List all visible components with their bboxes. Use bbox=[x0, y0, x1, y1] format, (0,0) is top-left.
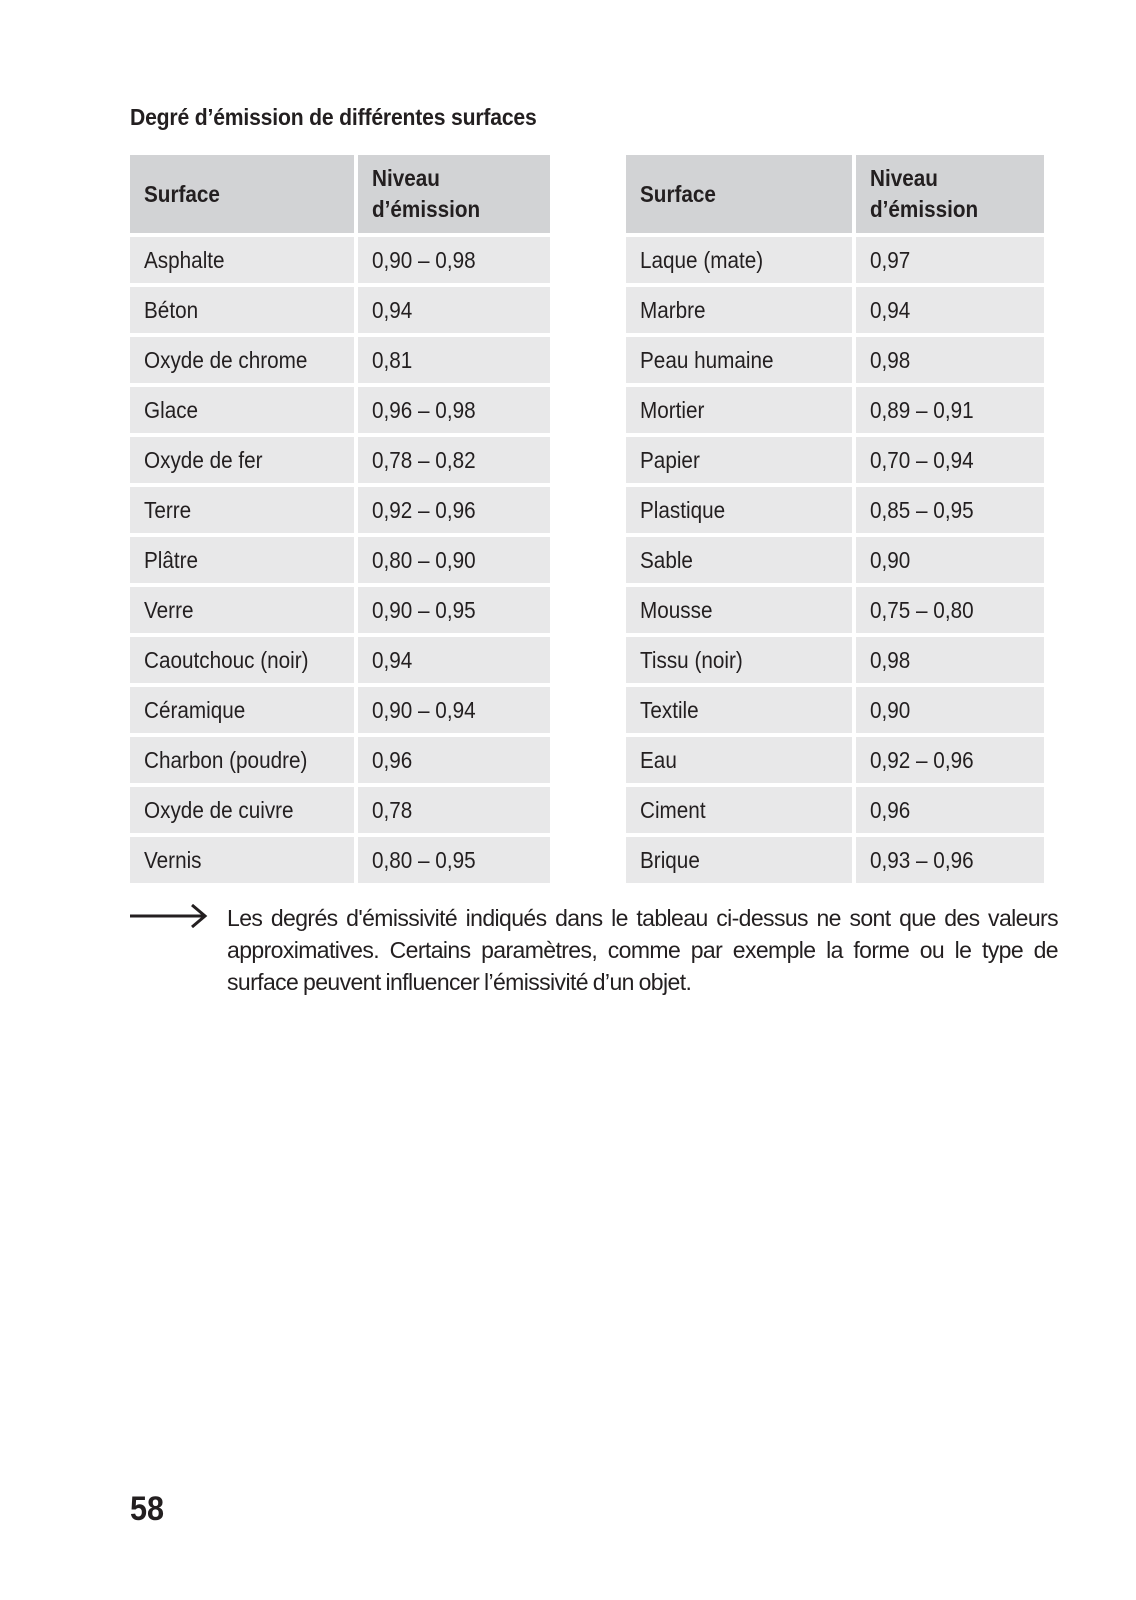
surface-cell: Verre bbox=[130, 587, 354, 633]
surface-cell: Charbon (poudre) bbox=[130, 737, 354, 783]
emission-level-cell: 0,90 – 0,94 bbox=[358, 687, 550, 733]
emission-level-cell: 0,90 – 0,95 bbox=[358, 587, 550, 633]
surface-cell: Papier bbox=[626, 437, 852, 483]
table-row bbox=[626, 637, 1044, 683]
header-emission-level: Niveau d’émission bbox=[856, 155, 1044, 233]
table-row bbox=[130, 287, 550, 333]
emission-level-cell: 0,92 – 0,96 bbox=[358, 487, 550, 533]
page-title: Degré d’émission de différentes surfaces bbox=[130, 104, 537, 130]
surface-cell: Caoutchouc (noir) bbox=[130, 637, 354, 683]
surface-cell: Vernis bbox=[130, 837, 354, 883]
table-row bbox=[626, 787, 1044, 833]
emission-level-cell: 0,90 bbox=[856, 537, 1044, 583]
table-row bbox=[130, 687, 550, 733]
surface-cell: Textile bbox=[626, 687, 852, 733]
surface-cell: Brique bbox=[626, 837, 852, 883]
table-row bbox=[130, 437, 550, 483]
emission-level-cell: 0,96 bbox=[358, 737, 550, 783]
table-row bbox=[130, 787, 550, 833]
surface-cell: Plâtre bbox=[130, 537, 354, 583]
header-surface: Surface bbox=[130, 155, 354, 233]
surface-cell: Tissu (noir) bbox=[626, 637, 852, 683]
surface-cell: Glace bbox=[130, 387, 354, 433]
note-text: Les degrés d'émissivité indiqués dans le tableau ci-dessus ne sont que des valeurs approximatives. Certains paramètres, comme par exemple la forme ou le type de surface peuvent influencer l’émissivité d’un objet. bbox=[227, 905, 1058, 995]
table-row bbox=[626, 437, 1044, 483]
emission-table-right bbox=[622, 151, 1048, 887]
surface-cell: Sable bbox=[626, 537, 852, 583]
surface-cell: Laque (mate) bbox=[626, 237, 852, 283]
header-surface: Surface bbox=[626, 155, 852, 233]
emission-level-cell: 0,96 bbox=[856, 787, 1044, 833]
surface-cell: Béton bbox=[130, 287, 354, 333]
page-number: 58 bbox=[130, 1490, 165, 1528]
surface-cell: Eau bbox=[626, 737, 852, 783]
emission-level-cell: 0,80 – 0,90 bbox=[358, 537, 550, 583]
surface-cell: Oxyde de fer bbox=[130, 437, 354, 483]
table-row bbox=[130, 487, 550, 533]
emission-level-cell: 0,94 bbox=[358, 637, 550, 683]
emission-level-cell: 0,81 bbox=[358, 337, 550, 383]
emission-level-cell: 0,94 bbox=[856, 287, 1044, 333]
surface-cell: Peau humaine bbox=[626, 337, 852, 383]
emission-level-cell: 0,98 bbox=[856, 637, 1044, 683]
surface-cell: Oxyde de chrome bbox=[130, 337, 354, 383]
surface-cell: Oxyde de cuivre bbox=[130, 787, 354, 833]
table-row bbox=[130, 387, 550, 433]
surface-cell: Terre bbox=[130, 487, 354, 533]
emission-level-cell: 0,75 – 0,80 bbox=[856, 587, 1044, 633]
emission-table-left bbox=[126, 151, 554, 887]
table-row bbox=[130, 237, 550, 283]
arrow-right-icon bbox=[130, 904, 208, 928]
table-row bbox=[626, 587, 1044, 633]
table-row bbox=[130, 537, 550, 583]
emission-level-cell: 0,96 – 0,98 bbox=[358, 387, 550, 433]
table-row bbox=[626, 337, 1044, 383]
table-row bbox=[626, 837, 1044, 883]
surface-cell: Asphalte bbox=[130, 237, 354, 283]
table-row bbox=[626, 287, 1044, 333]
table-row bbox=[130, 637, 550, 683]
emission-level-cell: 0,78 bbox=[358, 787, 550, 833]
table-row bbox=[626, 487, 1044, 533]
table-row bbox=[626, 537, 1044, 583]
surface-cell: Céramique bbox=[130, 687, 354, 733]
emission-level-cell: 0,90 bbox=[856, 687, 1044, 733]
emission-level-cell: 0,92 – 0,96 bbox=[856, 737, 1044, 783]
emission-level-cell: 0,93 – 0,96 bbox=[856, 837, 1044, 883]
table-row bbox=[626, 687, 1044, 733]
emission-level-cell: 0,98 bbox=[856, 337, 1044, 383]
emission-level-cell: 0,78 – 0,82 bbox=[358, 437, 550, 483]
emission-level-cell: 0,70 – 0,94 bbox=[856, 437, 1044, 483]
surface-cell: Mousse bbox=[626, 587, 852, 633]
emission-level-cell: 0,97 bbox=[856, 237, 1044, 283]
emission-level-cell: 0,85 – 0,95 bbox=[856, 487, 1044, 533]
header-emission-level: Niveau d’émission bbox=[358, 155, 550, 233]
surface-cell: Ciment bbox=[626, 787, 852, 833]
emission-level-cell: 0,94 bbox=[358, 287, 550, 333]
table-row bbox=[130, 587, 550, 633]
emission-level-cell: 0,80 – 0,95 bbox=[358, 837, 550, 883]
table-row bbox=[130, 737, 550, 783]
surface-cell: Mortier bbox=[626, 387, 852, 433]
surface-cell: Plastique bbox=[626, 487, 852, 533]
table-row bbox=[130, 837, 550, 883]
table-row bbox=[626, 237, 1044, 283]
surface-cell: Marbre bbox=[626, 287, 852, 333]
table-header-row bbox=[626, 155, 1044, 233]
table-header-row bbox=[130, 155, 550, 233]
table-row bbox=[626, 737, 1044, 783]
emission-level-cell: 0,90 – 0,98 bbox=[358, 237, 550, 283]
table-row bbox=[626, 387, 1044, 433]
emission-level-cell: 0,89 – 0,91 bbox=[856, 387, 1044, 433]
table-row bbox=[130, 337, 550, 383]
